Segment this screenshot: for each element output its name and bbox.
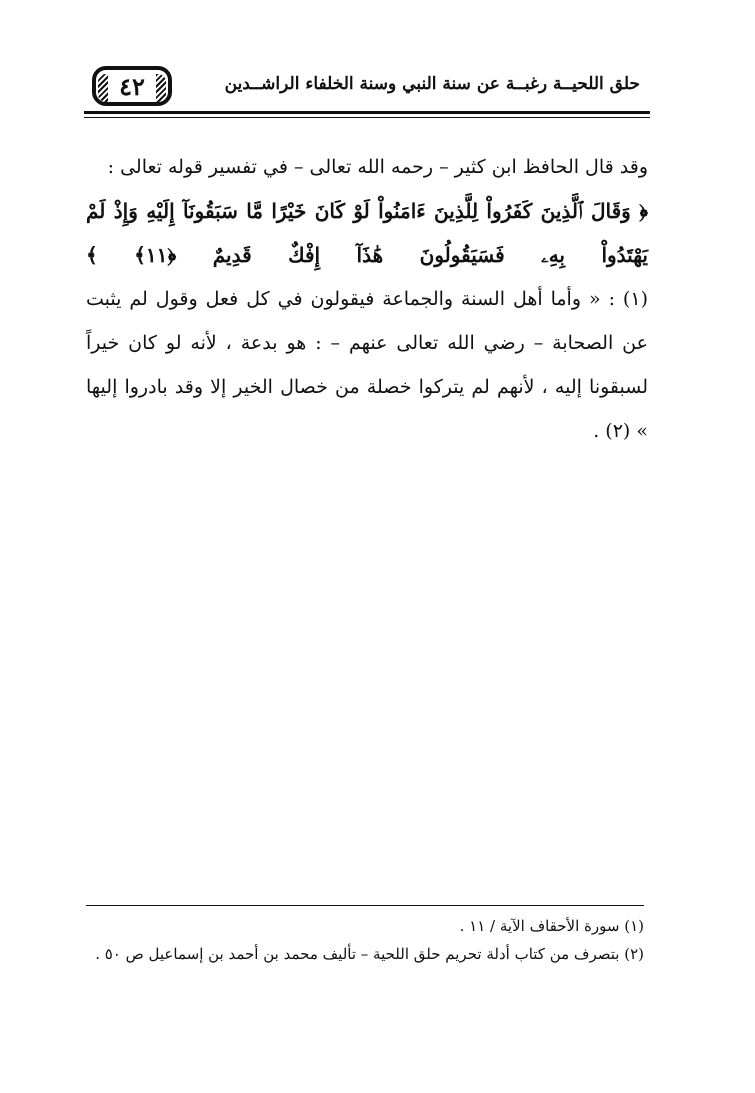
running-title: حلق اللحيــة رغبــة عن سنة النبي وسنة الخلفاء الراشــدين: [224, 74, 640, 94]
intro-paragraph: وقد قال الحافظ ابن كثير – رحمه الله تعالى – في تفسير قوله تعالى :: [107, 156, 648, 178]
footnote-1: (١) سورة الأحقاف الآية / ١١ .: [459, 917, 644, 935]
header-rule: [84, 111, 650, 114]
commentary-paragraph: (١) : « وأما أهل السنة والجماعة فيقولون في كل فعل وقول لم يثبت عن الصحابة – رضي الله تعالى عنهم – : هو بدعة ، لأنه لو كان خيراً لسبقونا إليه ، لأنهم لم يتركوا خصلة من خصال الخير إلا وقد بادروا إليها » (٢) .: [86, 288, 648, 442]
header-rule-thin: [84, 117, 650, 118]
page-number: ٤٢: [92, 66, 172, 106]
footnote-2: (٢) بتصرف من كتاب أدلة تحريم حلق اللحية – تأليف محمد بن أحمد بن إسماعيل ص ٥٠ .: [95, 945, 644, 963]
footnote-separator: [86, 905, 644, 906]
footnotes: [86, 912, 644, 968]
page-header: [84, 64, 650, 116]
quran-verse: ﴿ وَقَالَ ٱلَّذِينَ كَفَرُواْ لِلَّذِينَ ءَامَنُواْ لَوْ كَانَ خَيْرًا مَّا سَبَقُونَآ إِلَيْهِ وَإِذْ لَمْ يَهْتَدُواْ بِهِۦ فَسَيَقُولُونَ هَٰذَآ إِفْكٌ قَدِيمٌ ﴿١١﴾ ﴾: [86, 199, 648, 267]
body-text: [86, 145, 648, 453]
